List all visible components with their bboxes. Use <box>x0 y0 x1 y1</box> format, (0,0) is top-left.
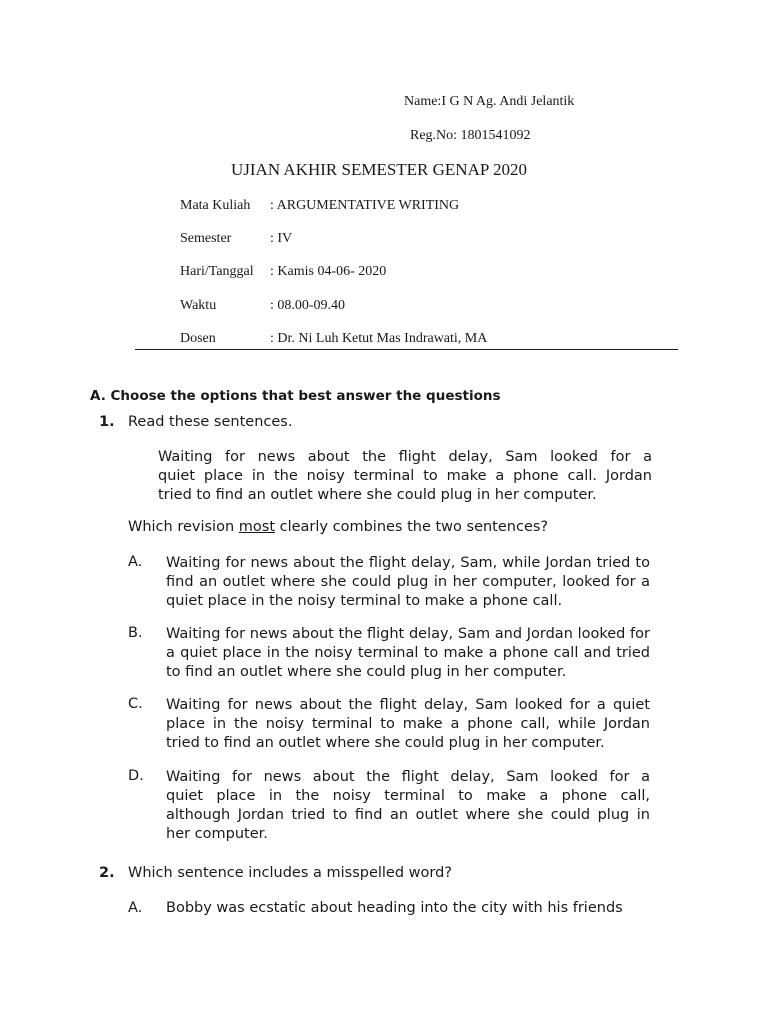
info-row-semester <box>180 231 292 247</box>
option-line: to find an outlet where she could plug in her computer. <box>166 664 567 680</box>
info-label: Hari/Tanggal <box>180 264 254 279</box>
option-line: although Jordan tried to find an outlet where she could plug in <box>166 807 650 823</box>
option-letter: A. <box>128 900 143 916</box>
student-name: Name:I G N Ag. Andi Jelantik <box>404 94 575 109</box>
option-line: Waiting for news about the flight delay, Sam looked for a <box>166 769 650 785</box>
question-text <box>128 519 548 535</box>
exam-title: UJIAN AKHIR SEMESTER GENAP 2020 <box>231 160 527 179</box>
option-line: quiet place in the noisy terminal to make a phone call. <box>166 593 563 609</box>
question-text-pre: Which revision <box>128 519 239 535</box>
option-line: Waiting for news about the flight delay, Sam looked for a quiet <box>166 697 650 713</box>
registration-number: Reg.No: 1801541092 <box>410 128 531 143</box>
emphasis-word: most <box>238 519 276 535</box>
info-row-date <box>180 264 386 280</box>
option-letter: B. <box>128 625 143 641</box>
option-line: Waiting for news about the flight delay, Sam, while Jordan tried to <box>166 555 650 571</box>
passage-line: quiet place in the noisy terminal to make a phone call. Jordan <box>158 468 652 484</box>
info-label: Semester <box>180 231 232 246</box>
question-prompt: Which sentence includes a misspelled word? <box>128 865 452 881</box>
info-label: Dosen <box>180 331 216 346</box>
option-line: place in the noisy terminal to make a phone call, while Jordan <box>166 716 650 732</box>
question-prompt: Read these sentences. <box>128 414 293 430</box>
option-letter: D. <box>128 768 144 784</box>
option-c-text <box>166 696 650 753</box>
option-letter: A. <box>128 554 143 570</box>
question-number: 2. <box>99 865 115 881</box>
info-value: : ARGUMENTATIVE WRITING <box>270 198 460 213</box>
option-b-text <box>166 625 650 682</box>
info-value: : Dr. Ni Luh Ketut Mas Indrawati, MA <box>270 331 488 346</box>
option-a-text: Bobby was ecstatic about heading into the city with his friends <box>166 900 623 916</box>
header-divider <box>135 349 678 350</box>
option-line: a quiet place in the noisy terminal to make a phone call and tried <box>166 645 650 661</box>
info-row-lecturer <box>180 331 487 347</box>
section-heading: A. Choose the options that best answer the questions <box>90 388 501 404</box>
option-line: her computer. <box>166 826 268 842</box>
info-label: Mata Kuliah <box>180 198 251 213</box>
option-a-text <box>166 554 650 611</box>
passage-line: tried to find an outlet where she could plug in her computer. <box>158 487 597 503</box>
option-line: find an outlet where she could plug in her computer, looked for a <box>166 574 650 590</box>
passage-line: Waiting for news about the flight delay, Sam looked for a <box>158 449 652 465</box>
option-letter: C. <box>128 696 143 712</box>
info-label: Waktu <box>180 298 217 313</box>
question-text-post: clearly combines the two sentences? <box>275 519 549 535</box>
option-line: quiet place in the noisy terminal to make a phone call, <box>166 788 650 804</box>
info-value: : 08.00-09.40 <box>270 298 346 313</box>
option-d-text <box>166 768 650 844</box>
info-value: : IV <box>270 231 293 246</box>
option-line: Waiting for news about the flight delay, Sam and Jordan looked for <box>166 626 650 642</box>
info-row-course <box>180 198 459 214</box>
option-line: tried to find an outlet where she could plug in her computer. <box>166 735 605 751</box>
reading-passage <box>158 448 652 505</box>
info-row-time <box>180 298 345 314</box>
question-number: 1. <box>99 414 115 430</box>
info-value: : Kamis 04-06- 2020 <box>270 264 387 279</box>
